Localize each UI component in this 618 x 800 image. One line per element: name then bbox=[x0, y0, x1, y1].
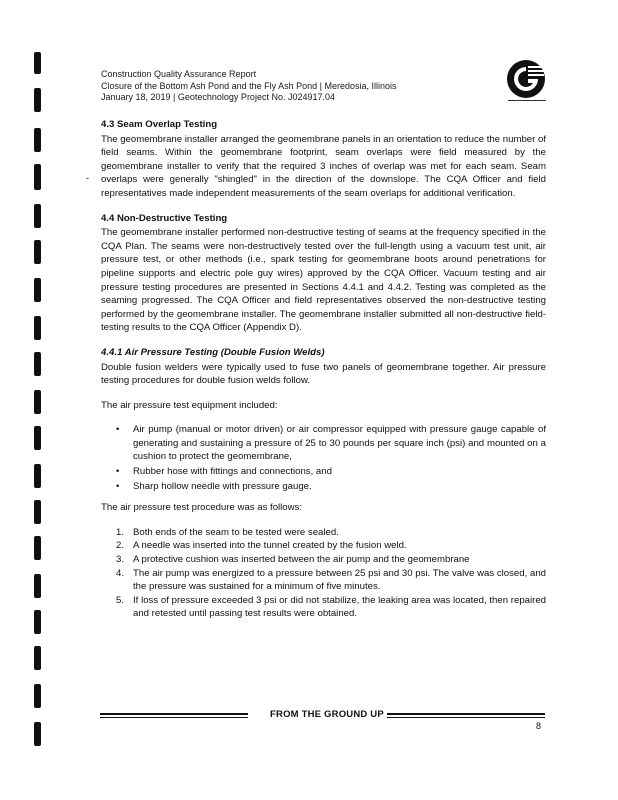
equipment-intro: The air pressure test equipment included: bbox=[101, 399, 278, 411]
logo-underline bbox=[508, 100, 546, 101]
company-logo-icon bbox=[505, 58, 547, 100]
footer-rule-right-thin bbox=[387, 717, 545, 718]
binder-hole bbox=[34, 722, 41, 746]
footer-rule-left-thin bbox=[100, 717, 248, 718]
binder-hole bbox=[34, 426, 41, 450]
section-4-4-heading: 4.4 Non-Destructive Testing bbox=[101, 212, 228, 224]
binder-hole bbox=[34, 646, 41, 670]
list-item: • Sharp hollow needle with pressure gauge. bbox=[116, 480, 312, 492]
section-4-4-1-heading: 4.4.1 Air Pressure Testing (Double Fusion Welds) bbox=[101, 346, 325, 358]
section-4-3-paragraph: The geomembrane installer arranged the geomembrane panels in an orientation to reduce the number of field seams. Within the geomembrane footprint, seam overlaps were field measured by the geomembrane installer to verify that the required 3 inches of overlap was met for each seam. Seam overlaps were generally "shingled" in the direction of the downslope. The CQA Officer and field representatives made independent measurements of the seam overlaps for additional verification. bbox=[101, 133, 546, 199]
header-project-site: Closure of the Bottom Ash Pond and the Fly Ash Pond | Meredosia, Illinois bbox=[101, 80, 397, 91]
list-item: 3. A protective cushion was inserted between the air pump and the geomembrane bbox=[116, 554, 470, 566]
procedure-list bbox=[101, 526, 546, 621]
binder-hole bbox=[34, 128, 41, 152]
binder-hole bbox=[34, 390, 41, 414]
footer-rule-left bbox=[100, 713, 248, 715]
binder-hole bbox=[34, 240, 41, 264]
binder-hole bbox=[34, 88, 41, 112]
binder-hole bbox=[34, 164, 41, 190]
binder-hole bbox=[34, 574, 41, 598]
header-report-title: Construction Quality Assurance Report bbox=[101, 69, 257, 79]
document-body bbox=[101, 118, 546, 621]
binder-hole bbox=[34, 278, 41, 302]
margin-mark: - bbox=[86, 173, 89, 183]
binder-hole-strip bbox=[0, 0, 50, 800]
list-item: 1. Both ends of the seam to be tested were sealed. bbox=[116, 526, 339, 538]
binder-hole bbox=[34, 52, 41, 74]
binder-hole bbox=[34, 536, 41, 560]
header-date-project-no: January 18, 2019 | Geotechnology Project No. J024917.04 bbox=[101, 92, 335, 102]
list-item: • Rubber hose with fittings and connections, and bbox=[116, 466, 332, 478]
binder-hole bbox=[34, 464, 41, 488]
list-item: 2. A needle was inserted into the tunnel created by the fusion weld. bbox=[116, 540, 407, 552]
report-header bbox=[101, 69, 521, 104]
section-4-4-1-paragraph: Double fusion welders were typically used to fuse two panels of geomembrane together. Air pressure testing procedures for double fusion welds follow. bbox=[101, 361, 546, 387]
binder-hole bbox=[34, 316, 41, 340]
equipment-list bbox=[101, 423, 546, 493]
binder-hole bbox=[34, 352, 41, 376]
list-item: 4. The air pump was energized to a pressure between 25 psi and 30 psi. The valve was closed, and the pressure was sustained for a minimum of five minutes. bbox=[116, 567, 546, 593]
binder-hole bbox=[34, 610, 41, 634]
list-item: 5. If loss of pressure exceeded 3 psi or did not stabilize, the leaking area was located, then repaired and retested until passing test results were obtained. bbox=[116, 594, 546, 620]
section-4-4-paragraph: The geomembrane installer performed non-destructive testing of seams at the frequency specified in the CQA Plan. The seams were non-destructively tested over the full-length using a vacuum test unit, air pressure test, or other methods (i.e., spark testing for geomembrane boots around penetrations for pipeline supports and electric pole guy wires) approved by the CQA Officer. Vacuum testing and air pressure testing procedures are presented in Sections 4.4.1 and 4.4.2. Testing was completed as the seaming progressed. The CQA Officer and field representatives observed the non-destructive testing performed by the geomembrane installer. The geomembrane installer submitted all non-destructive field-testing results to the CQA Officer (Appendix D). bbox=[101, 227, 546, 334]
binder-hole bbox=[34, 500, 41, 524]
footer-rule-right bbox=[387, 713, 545, 715]
list-item: • Air pump (manual or motor driven) or air compressor equipped with pressure gauge capable of generating and sustaining a pressure of 25 to 30 pounds per square inch (psi) and mounted on a cushion to protect the geomembrane, bbox=[116, 424, 546, 463]
bullet-icon: • bbox=[116, 424, 120, 436]
binder-hole bbox=[34, 204, 41, 228]
page-number: 8 bbox=[536, 721, 542, 731]
procedure-intro: The air pressure test procedure was as follows: bbox=[101, 502, 303, 514]
bullet-icon: • bbox=[116, 480, 120, 492]
footer-tagline: FROM THE GROUND UP bbox=[270, 709, 384, 720]
section-4-3-heading: 4.3 Seam Overlap Testing bbox=[101, 119, 218, 130]
bullet-icon: • bbox=[116, 466, 120, 478]
binder-hole bbox=[34, 684, 41, 708]
